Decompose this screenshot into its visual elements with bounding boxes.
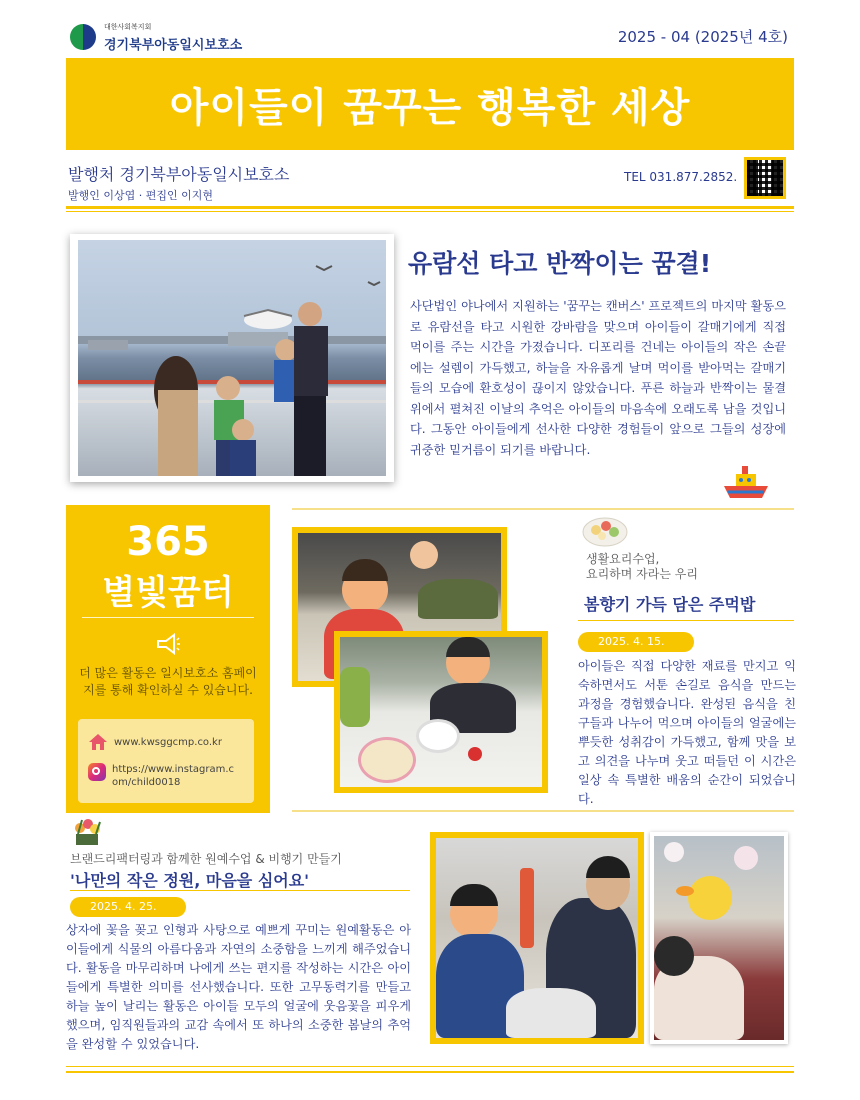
divider bbox=[578, 620, 794, 621]
divider bbox=[70, 890, 410, 891]
garden-title: '나만의 작은 정원, 마음을 심어요' bbox=[70, 871, 310, 890]
cruise-photo-image bbox=[78, 240, 386, 476]
cooking-title: 봄향기 가득 담은 주먹밥 bbox=[584, 595, 756, 614]
telephone: TEL 031.877.2852. bbox=[624, 170, 738, 184]
garden-kicker: 브랜드리팩터링과 함께한 원예수업 & 비행기 만들기 bbox=[70, 852, 342, 866]
cruise-photo-illustration bbox=[78, 240, 386, 476]
home-icon bbox=[88, 733, 108, 751]
newsletter-title: 아이들이 꿈꾸는 행복한 세상 bbox=[169, 84, 691, 131]
info-panel bbox=[66, 505, 270, 813]
cooking-kicker-2: 요리하며 자라는 우리 bbox=[586, 567, 698, 581]
instagram-icon bbox=[88, 763, 106, 781]
logo-icon bbox=[70, 24, 96, 50]
divider bbox=[66, 1066, 794, 1067]
divider bbox=[66, 1071, 794, 1073]
website-link[interactable] bbox=[88, 733, 222, 751]
divider bbox=[66, 211, 794, 212]
editor-line: 발행인 이상엽 · 편집인 이지현 bbox=[68, 189, 213, 202]
flower-icon bbox=[70, 816, 104, 846]
instagram-url[interactable]: https://www.instagram.com/child0018 bbox=[112, 764, 235, 788]
issue-number: 2025 - 04 (2025년 4호) bbox=[617, 28, 788, 46]
main-article-title: 유람선 타고 반짝이는 꿈결! bbox=[408, 249, 712, 278]
divider bbox=[292, 508, 794, 510]
garden-body: 상자에 꽃을 꽂고 인형과 사탕으로 예쁘게 꾸미는 원예활동은 아이들에게 식물의 아름다움과 자연의 소중함을 느끼게 해주었습니다. 활동을 마무리하며 나에게 쓰는 편지를 작성하는 시간은 아이들에게 특별한 의미를 선사했습니다. 또한 고무동력기를 만들고 하늘 높이 날리는 활동은 아이들 모두의 얼굴에 웃음꽃을 피우게 했으며, 임직원들과의 교감 속에서 또 하나의 소중한 봄날의 추억을 완성할 수 있었습니다. bbox=[66, 923, 411, 1051]
garden-photo-1 bbox=[430, 832, 644, 1044]
cooking-kicker bbox=[586, 552, 698, 582]
megaphone-icon bbox=[154, 631, 180, 657]
garden-photo-2 bbox=[650, 832, 788, 1044]
divider bbox=[292, 810, 794, 812]
cruise-photo bbox=[70, 234, 394, 482]
website-url[interactable]: www.kwsggcmp.co.kr bbox=[114, 737, 222, 748]
panel-title: 별빛꿈터 bbox=[102, 573, 234, 613]
cooking-kicker-1: 생활요리수업, bbox=[586, 552, 660, 566]
links-box bbox=[78, 719, 254, 803]
instagram-link[interactable] bbox=[88, 763, 248, 789]
panel-text: 더 많은 활동은 일시보호소 홈페이지를 통해 확인하실 수 있습니다. bbox=[79, 666, 257, 697]
main-article-body: 사단법인 야나에서 지원하는 '꿈꾸는 캔버스' 프로젝트의 마지막 활동으로 유람선을 타고 시원한 강바람을 맞으며 아이들이 갈매기에게 직접 먹이를 주는 시간을 가졌습니다. 디포리를 건네는 아이들의 작은 손끝에는 설렘이 가득했고, 하늘을 자유롭게 날며 먹이를 받아먹는 갈매기들의 모습에 환호성이 끊이지 않았습니다. 푸른 하늘과 반짝이는 물결 위에서 펼쳐진 이날의 추억은 아이들의 마음속에 오래도록 남을 것입니다. 그동안 아이들에게 선사한 다양한 경험들이 앞으로 그들의 성장에 귀중한 밑거름이 되기를 바랍니다. bbox=[410, 299, 786, 457]
ship-icon bbox=[722, 462, 770, 502]
cooking-photo-2 bbox=[334, 631, 548, 793]
panel-number: 365 bbox=[126, 519, 210, 565]
publisher-line: 발행처 경기북부아동일시보호소 bbox=[68, 165, 290, 184]
title-banner bbox=[66, 58, 794, 150]
cooking-body: 아이들은 직접 다양한 재료를 만지고 익숙하면서도 서툰 손길로 음식을 만드는 과정을 경험했습니다. 완성된 음식을 친구들과 나누어 먹으며 아이들의 얼굴에는 뿌듯한 성취감이 가득했고, 함께 맛을 보고 의견을 나누며 웃고 떠들던 이 시간은 일상 속 특별한 배움의 순간이 되었습니다. bbox=[578, 659, 796, 806]
divider bbox=[66, 206, 794, 209]
qr-code-icon[interactable] bbox=[744, 157, 786, 199]
org-name: 경기북부아동일시보호소 bbox=[104, 38, 243, 53]
cooking-date: 2025. 4. 15. bbox=[578, 632, 694, 652]
divider bbox=[82, 617, 254, 618]
org-label: 대한사회복지회 bbox=[104, 23, 152, 31]
garden-date: 2025. 4. 25. bbox=[70, 897, 186, 917]
food-plate-icon bbox=[582, 514, 628, 548]
